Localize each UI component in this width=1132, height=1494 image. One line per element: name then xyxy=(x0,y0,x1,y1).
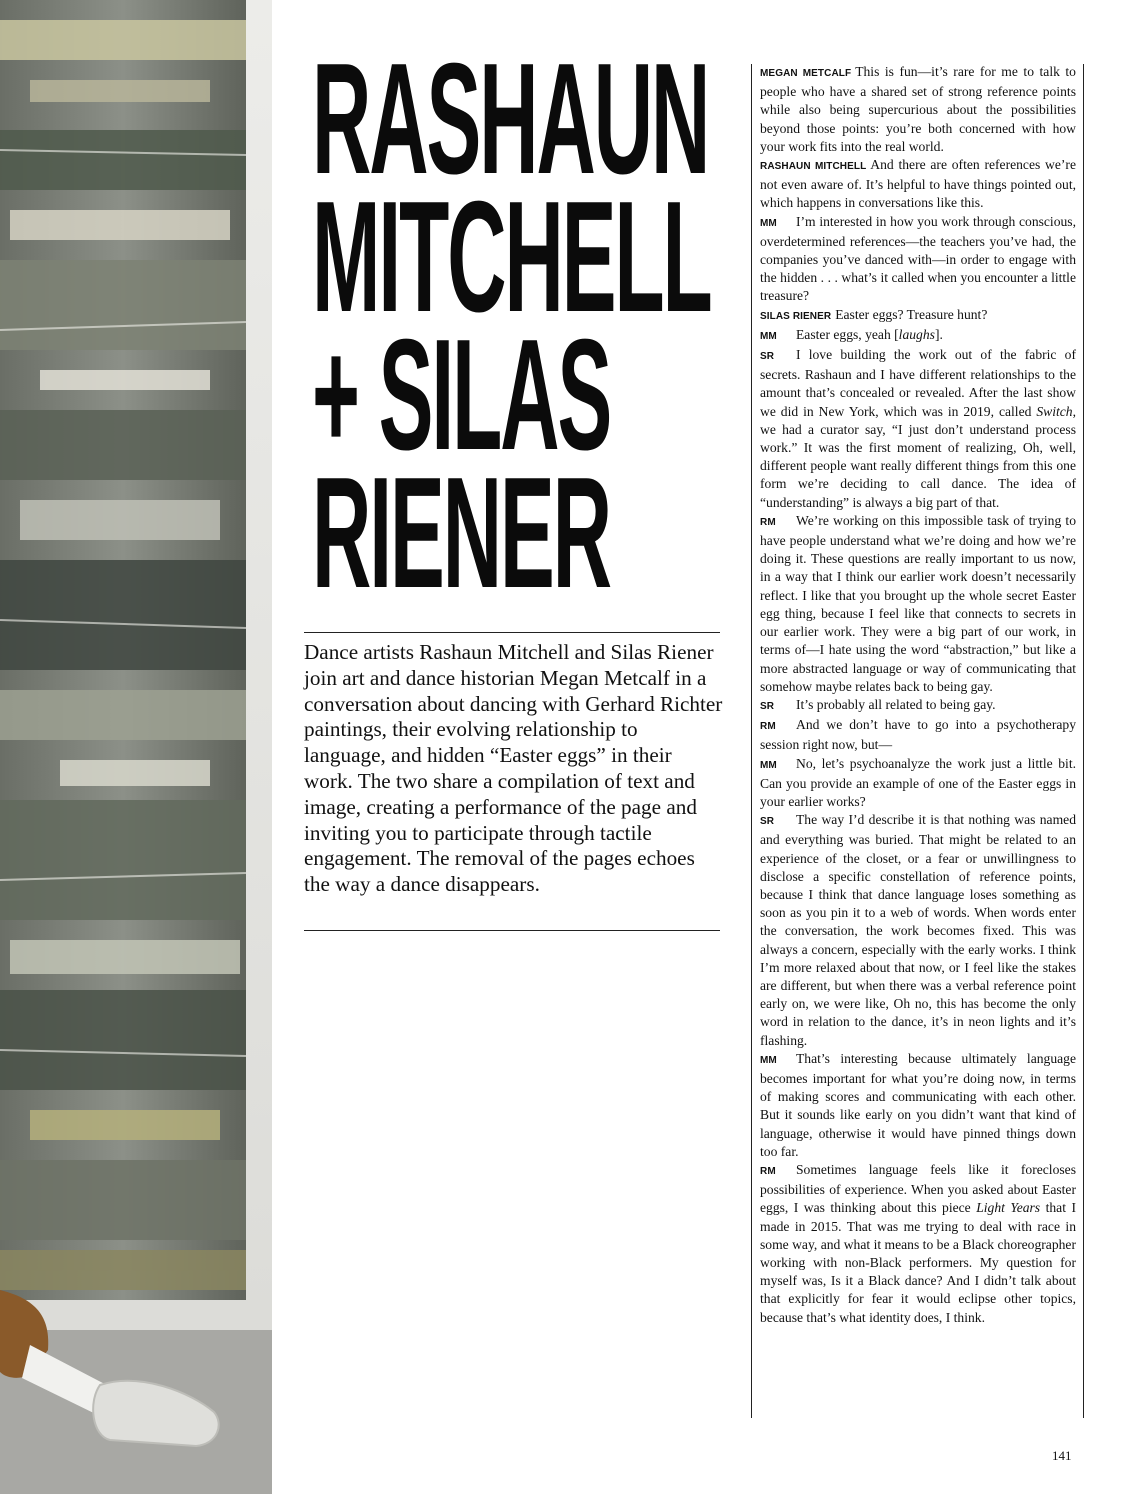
interview-paragraph xyxy=(760,213,1076,306)
speech-text: ]. xyxy=(934,326,943,342)
painting-photo xyxy=(0,0,272,1494)
column-right-rule xyxy=(1083,64,1084,1418)
speech-text: Easter eggs, yeah [ xyxy=(796,326,899,342)
speech-text: It’s probably all related to being gay. xyxy=(796,696,996,712)
interview-paragraph xyxy=(760,326,1076,346)
deck-text: Dance artists Rashaun Mitchell and Silas Riener join art and dance historian Megan Metcalf in a conversation about dancing with Gerhard Richter paintings, their evolving relationship to language, and hidden “Easter eggs” in their work. The two share a compilation of text and image, creating a performance of the page and inviting you to participate through tactile engagement. The removal of the pages echoes the way a dance disappears. xyxy=(304,640,723,897)
speech-text: That’s interesting because ultimately language becomes important for what you’re doing now, in terms of making scores and communicating with each other. But it sounds like early on you didn’t want that kind of language, otherwise it would have pinned things down too far. xyxy=(760,1050,1076,1159)
page-number: 141 xyxy=(1052,1448,1072,1463)
interview-paragraph xyxy=(760,512,1076,696)
speech-italic: Light Years xyxy=(976,1200,1041,1216)
column-left-rule xyxy=(751,64,752,1418)
speech-text: We’re working on this impossible task of trying to have people understand what we’re doing and how we’re doing it. These questions are really important to us now, in a way that I think our earlier work doesn’t necessarily reflect. I like that you brought up the whole secret Easter egg thing, because I feel like that connects to secrets in our earlier work. They were a big part of our work, in terms of—I hate using the word “abstraction,” but like a more abstracted language or way of communicating that somehow maybe relates back to being gay. xyxy=(760,512,1076,694)
speaker-label: SR xyxy=(760,816,775,828)
speech-text: And we don’t have to go into a psychotherapy session right now, but— xyxy=(760,717,1076,753)
interview-paragraph xyxy=(760,811,1076,1050)
speech-italic: Switch xyxy=(1036,403,1073,419)
speaker-label: SR xyxy=(760,351,775,363)
speech-text: Easter eggs? Treasure hunt? xyxy=(835,306,988,322)
speaker-label: RM xyxy=(760,721,776,733)
deck-top-rule xyxy=(304,632,720,633)
interview-paragraph xyxy=(760,1161,1076,1327)
interview-paragraph xyxy=(760,696,1076,716)
speaker-label: MM xyxy=(760,217,777,229)
speech-text: The way I’d describe it is that nothing was named and everything was buried. That might be related to an experience of the closet, or a fear or unwillingness to disclose a specific constellation of reference points, because I think that dance language loses something as soon as you pin it to a web of words. When words enter the conversation, the work becomes fixed. This was always a concern, especially with the early works. I think I’m more relaxed about that now, or I feel like the stakes are different, but when there was a verbal reference point early on, we were like, Oh no, this has become the only word in relation to the dance, it’s in neon lights and it’s flashing. xyxy=(760,812,1076,1048)
speech-text: This is fun—it’s rare for me to talk to people who have a shared set of strong reference points while also being supercurious about the possibilities beyond those points: you’re both concerned with how your work fits into the real world. xyxy=(760,64,1076,154)
speech-text: I’m interested in how you work through conscious, overdetermined references—the teachers you’ve had, the companies you’ve danced with—in order to engage with the hidden . . . what’s it called when you encounter a little treasure? xyxy=(760,213,1076,304)
interview-paragraph xyxy=(760,346,1076,512)
speech-text: that I made in 2015. That was me trying to deal with race in some way, and what it means to be a Black choreographer working with non-Black performers. My question for myself was, Is it a Black dance? And I didn’t talk about that explicitly for fear it would eclipse other topics, because that’s what identity does, I think. xyxy=(760,1200,1076,1325)
speech-text: I love building the work out of the fabric of secrets. Rashaun and I have different relationships to the amount that’s concealed or revealed. After the last show we did in New York, which was in 2019, called xyxy=(760,347,1076,419)
interview-paragraph xyxy=(760,1050,1076,1161)
interview-paragraph xyxy=(760,716,1076,754)
speaker-label: MEGAN METCALF xyxy=(760,68,852,79)
speaker-label: RASHAUN MITCHELL xyxy=(760,161,867,173)
headline-line-4: RIENER xyxy=(312,445,610,621)
speaker-label: RM xyxy=(760,516,776,528)
headline-line-1: RASHAUN xyxy=(312,31,709,207)
interview-paragraph xyxy=(760,306,1076,326)
deck-bottom-rule xyxy=(304,930,720,931)
speech-italic: laughs xyxy=(898,326,935,342)
speech-text: Sometimes language feels like it forecloses possibilities of experience. When you asked about Easter eggs, I was thinking about this piece xyxy=(760,1161,1076,1216)
interview-column xyxy=(760,63,1076,1327)
headline-line-3: + SILAS xyxy=(312,307,611,483)
speaker-label: RM xyxy=(760,1165,776,1177)
speaker-label: MM xyxy=(760,1054,777,1066)
headline xyxy=(312,31,732,621)
speaker-label: MM xyxy=(760,759,777,771)
interview-paragraph xyxy=(760,755,1076,812)
headline-line-2: MITCHELL xyxy=(312,169,711,345)
speech-text: And there are often references we’re not even aware of. It’s helpful to have things pointed out, which happens in conversations like this. xyxy=(760,157,1076,211)
speech-text: No, let’s psychoanalyze the work just a little bit. Can you provide an example of one of the Easter eggs in your earlier works? xyxy=(760,755,1076,809)
interview-paragraph xyxy=(760,63,1076,156)
speaker-label: SR xyxy=(760,700,775,712)
speaker-label: SILAS RIENER xyxy=(760,310,832,322)
speech-text: , we had a curator say, “I just don’t understand process work.” It was the first moment of realizing, Oh, well, different people want really different things from this one form we’re deciding to call dance. The idea of “understanding” is always a big part of that. xyxy=(760,403,1076,510)
interview-paragraph xyxy=(760,156,1076,213)
speaker-label: MM xyxy=(760,330,777,342)
